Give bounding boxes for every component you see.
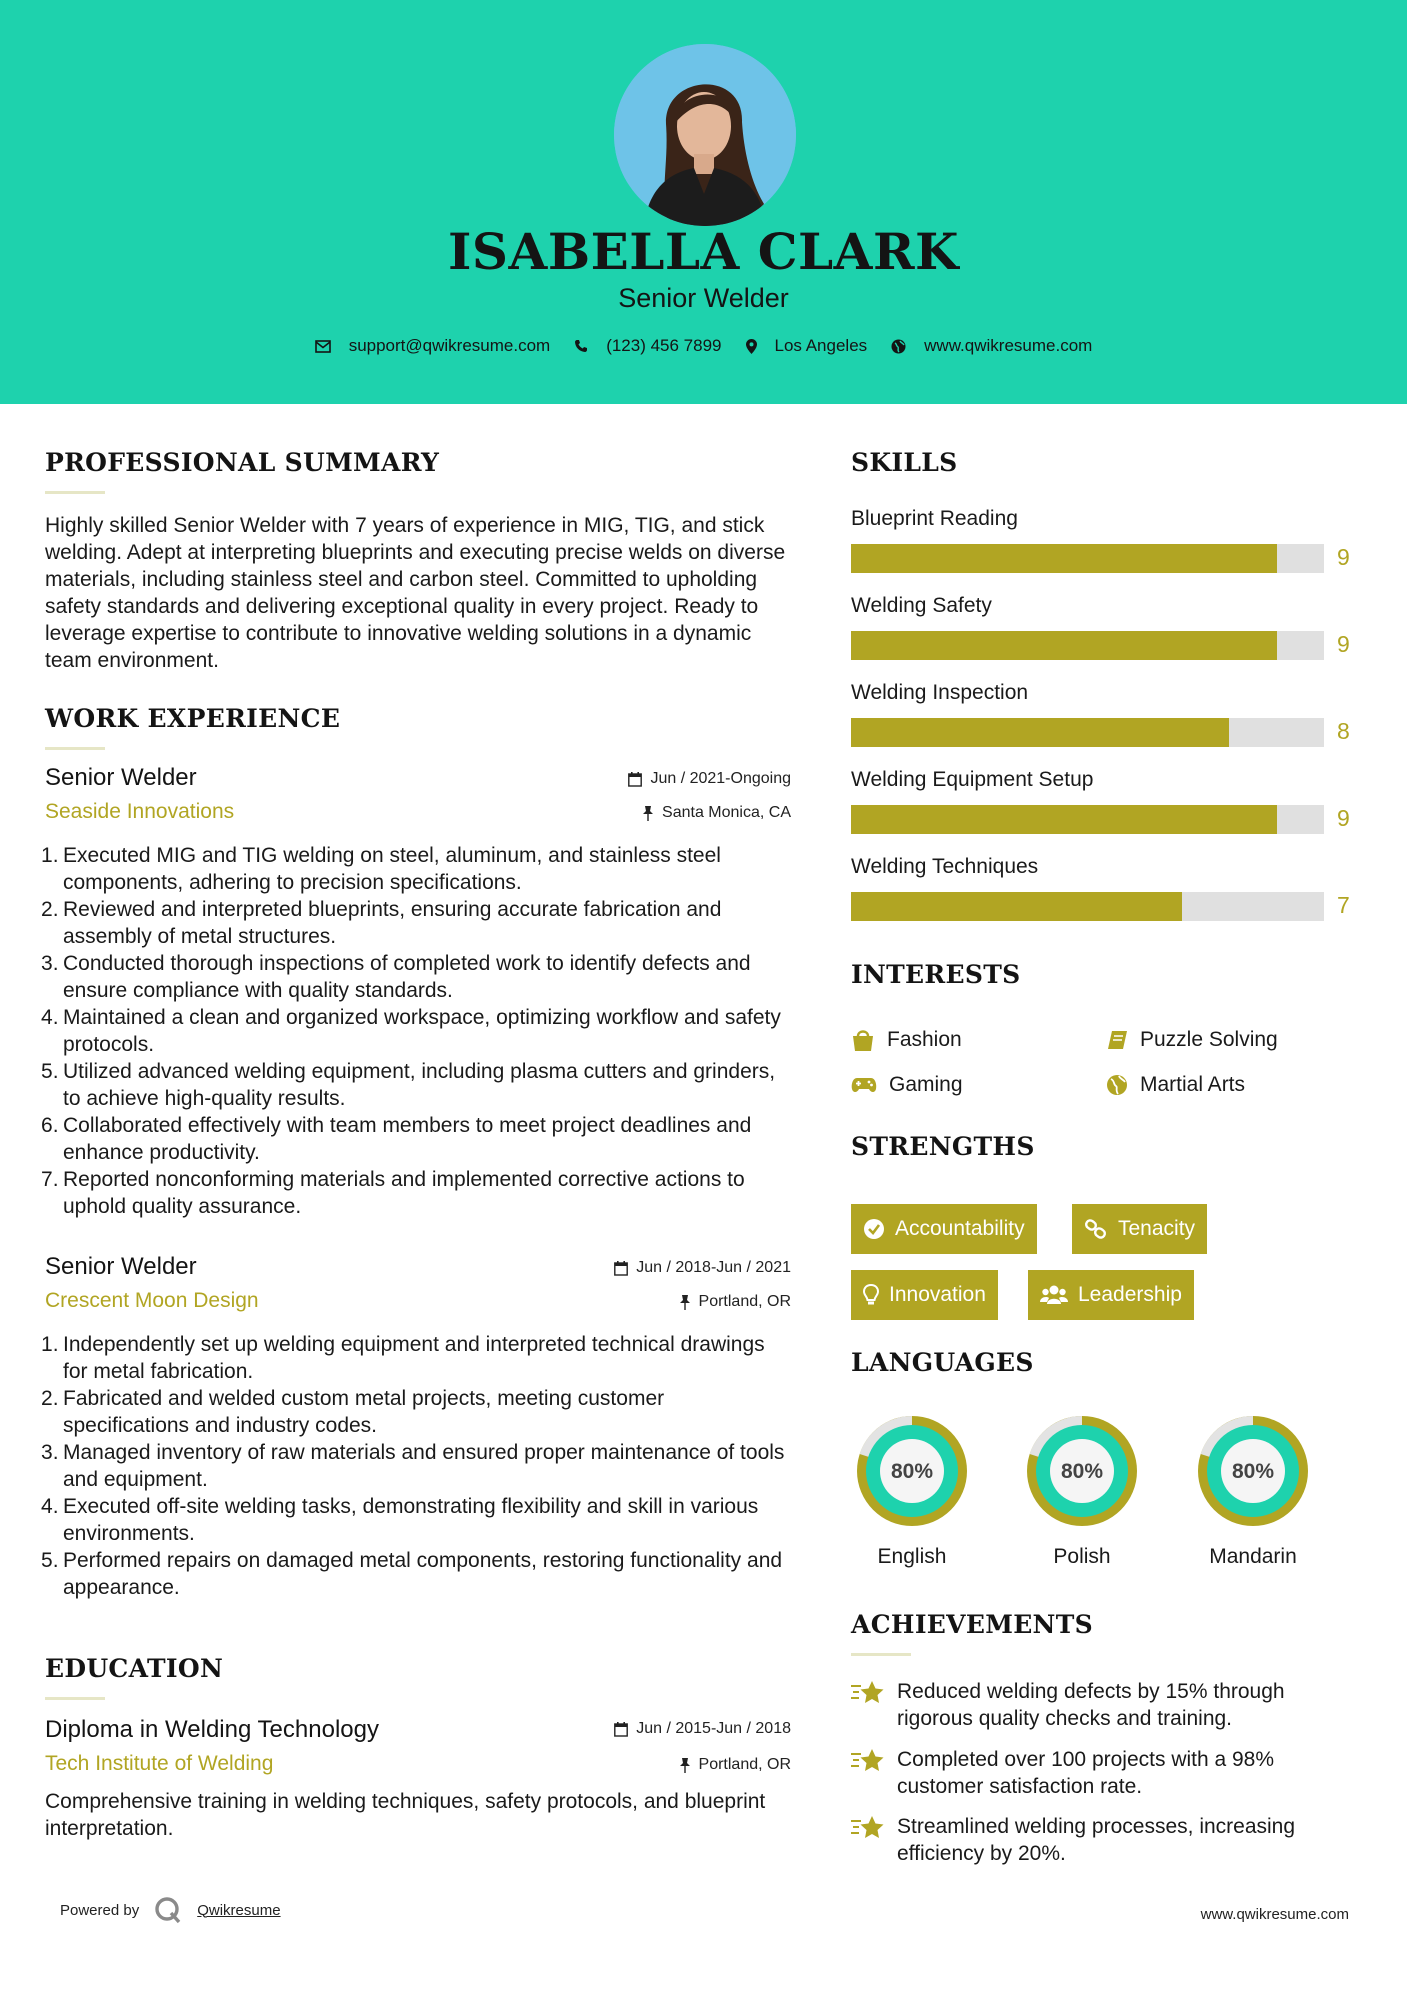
job-date: Jun / 2021-Ongoing	[628, 770, 791, 788]
skill-bar-fill	[851, 718, 1229, 747]
skill-item	[851, 855, 1361, 942]
skill-name: Blueprint Reading	[851, 507, 1018, 530]
job-role: Senior Welder	[45, 1253, 197, 1280]
education-school: Tech Institute of Welding	[45, 1752, 274, 1775]
envelope-icon	[315, 340, 331, 353]
skills-heading: SKILLS	[851, 448, 958, 477]
skill-bar	[851, 805, 1324, 834]
skill-name: Welding Techniques	[851, 855, 1039, 878]
experience-heading: WORK EXPERIENCE	[45, 704, 341, 733]
language-donut	[851, 1410, 973, 1532]
skill-level: 9	[1337, 631, 1350, 657]
brand-link[interactable]: Qwikresume	[197, 1901, 281, 1919]
strength-badge: Tenacity	[1072, 1204, 1207, 1254]
globe-icon	[891, 339, 906, 354]
job-bullet: Reviewed and interpreted blueprints, ensuring accurate fabrication and assembly of metal structures.	[63, 898, 722, 948]
interest-item: Gaming	[851, 1073, 963, 1097]
job-company: Crescent Moon Design	[45, 1289, 259, 1312]
pushpin-icon	[679, 1758, 691, 1773]
shopping-bag-icon	[851, 1029, 875, 1051]
skill-level: 8	[1337, 718, 1350, 744]
skill-bar-fill	[851, 544, 1277, 573]
skill-bar-fill	[851, 631, 1277, 660]
job-bullet: Executed MIG and TIG welding on steel, aluminum, and stainless steel components, adhering to precision specifications.	[63, 844, 721, 894]
strengths-heading: STRENGTHS	[851, 1132, 1035, 1161]
job-bullet: Conducted thorough inspections of completed work to identify defects and ensure compliance with quality standards.	[63, 952, 751, 1002]
calendar-icon	[614, 1722, 628, 1737]
interests-section	[851, 960, 1361, 1100]
strengths-section	[851, 1132, 1361, 1322]
job-role: Senior Welder	[45, 764, 197, 791]
skill-bar	[851, 718, 1324, 747]
education-degree: Diploma in Welding Technology	[45, 1716, 379, 1743]
summary-section	[45, 448, 791, 674]
contact-phone-text: (123) 456 7899	[606, 336, 722, 355]
achievements-section	[851, 1610, 1361, 1870]
star-icon	[851, 1748, 885, 1774]
candidate-title: Senior Welder	[618, 283, 789, 313]
job-entry	[45, 1253, 791, 1601]
star-icon	[851, 1680, 885, 1706]
contact-location	[746, 336, 868, 356]
section-divider	[851, 1653, 911, 1656]
map-pin-icon	[746, 339, 757, 354]
contact-website[interactable]	[891, 336, 1092, 356]
book-icon	[1106, 1029, 1128, 1051]
job-location: Portland, OR	[679, 1293, 791, 1311]
job-bullet: Reported nonconforming materials and implemented corrective actions to uphold quality assurance.	[63, 1168, 745, 1218]
job-date: Jun / 2018-Jun / 2021	[614, 1259, 791, 1277]
language-donut	[1021, 1410, 1143, 1532]
phone-icon	[574, 339, 588, 353]
job-bullets	[45, 1331, 791, 1601]
qwikresume-logo-icon	[153, 1895, 183, 1925]
strength-badge: Leadership	[1028, 1270, 1194, 1320]
strength-badge: Accountability	[851, 1204, 1037, 1254]
job-location: Santa Monica, CA	[642, 804, 791, 822]
calendar-icon	[614, 1261, 628, 1276]
job-bullet: Collaborated effectively with team members to meet project deadlines and enhance productivity.	[63, 1114, 752, 1164]
achievement-item: Reduced welding defects by 15% through rigorous quality checks and training.	[851, 1678, 1361, 1732]
link-icon	[1084, 1218, 1108, 1240]
skill-bar	[851, 892, 1324, 921]
skill-name: Welding Inspection	[851, 681, 1029, 704]
skill-level: 9	[1337, 805, 1350, 831]
globe-icon	[1106, 1074, 1128, 1096]
language-item	[851, 1410, 973, 1569]
language-name: Mandarin	[1209, 1545, 1297, 1568]
pushpin-icon	[679, 1295, 691, 1310]
contact-phone[interactable]	[574, 336, 721, 356]
language-percent: 80%	[1231, 1460, 1275, 1483]
language-item	[1021, 1410, 1143, 1569]
experience-section	[45, 704, 791, 750]
users-icon	[1040, 1284, 1068, 1306]
check-circle-icon	[863, 1218, 885, 1240]
interests-heading: INTERESTS	[851, 960, 1021, 989]
contact-row	[0, 336, 1407, 356]
job-bullet: Utilized advanced welding equipment, including plasma cutters and grinders, to achieve high-quality results.	[63, 1060, 776, 1110]
footer-website[interactable]: www.qwikresume.com	[1200, 1906, 1349, 1923]
skill-name: Welding Safety	[851, 594, 992, 617]
achievement-item: Completed over 100 projects with a 98% customer satisfaction rate.	[851, 1746, 1361, 1800]
skill-level: 9	[1337, 544, 1350, 570]
skill-item	[851, 768, 1361, 855]
skill-item	[851, 594, 1361, 681]
contact-location-text: Los Angeles	[774, 336, 868, 355]
skill-level: 7	[1337, 892, 1350, 918]
education-section	[45, 1654, 791, 1842]
language-percent: 80%	[1060, 1460, 1104, 1483]
footer-powered-by	[60, 1895, 281, 1925]
skill-name: Welding Equipment Setup	[851, 768, 1094, 791]
candidate-name: ISABELLA CLARK	[448, 222, 959, 281]
lightbulb-icon	[863, 1284, 879, 1306]
job-company: Seaside Innovations	[45, 800, 235, 823]
interest-item: Puzzle Solving	[1106, 1028, 1278, 1052]
job-bullet: Performed repairs on damaged metal components, restoring functionality and appearance.	[63, 1549, 783, 1599]
powered-by-label: Powered by	[60, 1901, 140, 1919]
star-icon	[851, 1815, 885, 1841]
education-heading: EDUCATION	[45, 1654, 224, 1683]
profile-photo	[614, 44, 796, 226]
skills-list	[851, 507, 1361, 942]
gamepad-icon	[851, 1076, 877, 1094]
section-divider	[45, 747, 105, 750]
job-bullets	[45, 842, 791, 1220]
languages-heading: LANGUAGES	[851, 1348, 1034, 1377]
language-name: English	[877, 1545, 947, 1568]
resume-header	[0, 0, 1407, 404]
interest-item: Fashion	[851, 1028, 962, 1052]
language-percent: 80%	[890, 1460, 934, 1483]
calendar-icon	[628, 772, 642, 787]
skill-bar	[851, 631, 1324, 660]
language-donut	[1192, 1410, 1314, 1532]
interest-item: Martial Arts	[1106, 1073, 1245, 1097]
skill-item	[851, 681, 1361, 768]
job-bullet: Maintained a clean and organized workspace, optimizing workflow and safety protocols.	[63, 1006, 781, 1056]
education-description: Comprehensive training in welding techniques, safety protocols, and blueprint interpretation.	[45, 1790, 766, 1840]
education-date: Jun / 2015-Jun / 2018	[614, 1720, 791, 1738]
skill-item	[851, 507, 1361, 594]
section-divider	[45, 1697, 105, 1700]
contact-email-text: support@qwikresume.com	[348, 336, 551, 355]
contact-email[interactable]	[315, 336, 551, 356]
skill-bar	[851, 544, 1324, 573]
skill-bar-fill	[851, 805, 1277, 834]
languages-section	[851, 1348, 1361, 1588]
job-bullet: Independently set up welding equipment and interpreted technical drawings for metal fabrication.	[63, 1333, 765, 1383]
achievement-item: Streamlined welding processes, increasing efficiency by 20%.	[851, 1813, 1361, 1867]
job-bullet: Managed inventory of raw materials and ensured proper maintenance of tools and equipment.	[63, 1441, 785, 1491]
achievements-heading: ACHIEVEMENTS	[851, 1610, 1093, 1639]
language-item	[1192, 1410, 1314, 1569]
pushpin-icon	[642, 806, 654, 821]
job-bullet: Executed off-site welding tasks, demonstrating flexibility and skill in various environments.	[63, 1495, 759, 1545]
education-location: Portland, OR	[679, 1756, 791, 1774]
contact-website-text: www.qwikresume.com	[924, 336, 1093, 355]
language-name: Polish	[1053, 1545, 1111, 1568]
strength-badge: Innovation	[851, 1270, 998, 1320]
job-entry	[45, 764, 791, 1220]
summary-text: Highly skilled Senior Welder with 7 years of experience in MIG, TIG, and stick welding. Adept at interpreting blueprints and executing precise welds on diverse materials, including stainless steel and carbon steel. Committed to upholding safety standards and delivering exceptional quality in every project. Ready to leverage expertise to contribute to innovative welding solutions in a dynamic team environment.	[45, 514, 786, 672]
skills-section	[851, 448, 1361, 942]
section-divider	[45, 491, 105, 494]
job-bullet: Fabricated and welded custom metal projects, meeting customer specifications and industry codes.	[63, 1387, 665, 1437]
summary-heading: PROFESSIONAL SUMMARY	[45, 448, 440, 477]
skill-bar-fill	[851, 892, 1182, 921]
